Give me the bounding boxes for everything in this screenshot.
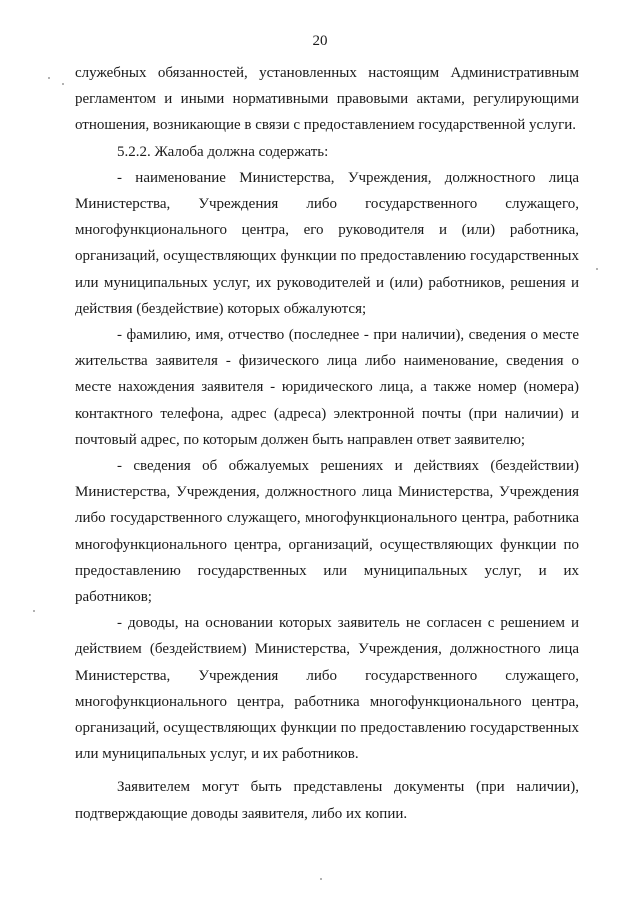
scan-speck: [48, 77, 50, 79]
scan-speck: [62, 83, 64, 85]
scan-speck: [320, 878, 322, 880]
paragraph-closing: Заявителем могут быть представлены документы (при наличии), подтверждающие доводы заявителя, либо их копии.: [75, 779, 579, 822]
paragraph-list-item: - сведения об обжалуемых решениях и действиях (бездействии) Министерства, Учреждения, должностного лица Министерства, Учреждения либо государственного служащего, многофункционального центра, работника многофункционального центра, организаций, осуществляющих функции по предоставлению государственных или муниципальных услуг, и их работников;: [75, 458, 579, 606]
paragraph-section-heading: 5.2.2. Жалоба должна содержать:: [117, 143, 329, 160]
paragraph-list-item: - наименование Министерства, Учреждения, должностного лица Министерства, Учреждения либо государственного служащего, многофункционального центра, его руководителя и (или) работника, организаций, осуществляющих функции по предоставлению государственных или муниципальных услуг, их руководителей и (или) работников, решения и действия (бездействие) которых обжалуются;: [75, 169, 579, 317]
paragraph-continuation: служебных обязанностей, установленных настоящим Административным регламентом и иными нормативными правовыми актами, регулирующими отношения, возникающие в связи с предоставлением государственной услуги.: [75, 65, 579, 134]
scan-speck: [596, 268, 598, 270]
paragraph-list-item: - доводы, на основании которых заявитель не согласен с решением и действием (бездействием) Министерства, Учреждения, должностного лица Министерства, Учреждения либо государственного служащего, многофункционального центра, работника многофункционального центра, организаций, осуществляющих функции по предоставлению государственных или муниципальных услуг, и их работников.: [75, 615, 579, 763]
paragraph-list-item: - фамилию, имя, отчество (последнее - при наличии), сведения о месте жительства заявителя - физического лица либо наименование, сведения о месте нахождения заявителя - юридического лица, а также номер (номера) контактного телефона, адрес (адреса) электронной почты (при наличии) и почтовый адрес, по которым должен быть направлен ответ заявителю;: [75, 327, 579, 448]
page-number: 20: [312, 33, 328, 49]
document-body: [75, 60, 579, 827]
scan-speck: [33, 610, 35, 612]
